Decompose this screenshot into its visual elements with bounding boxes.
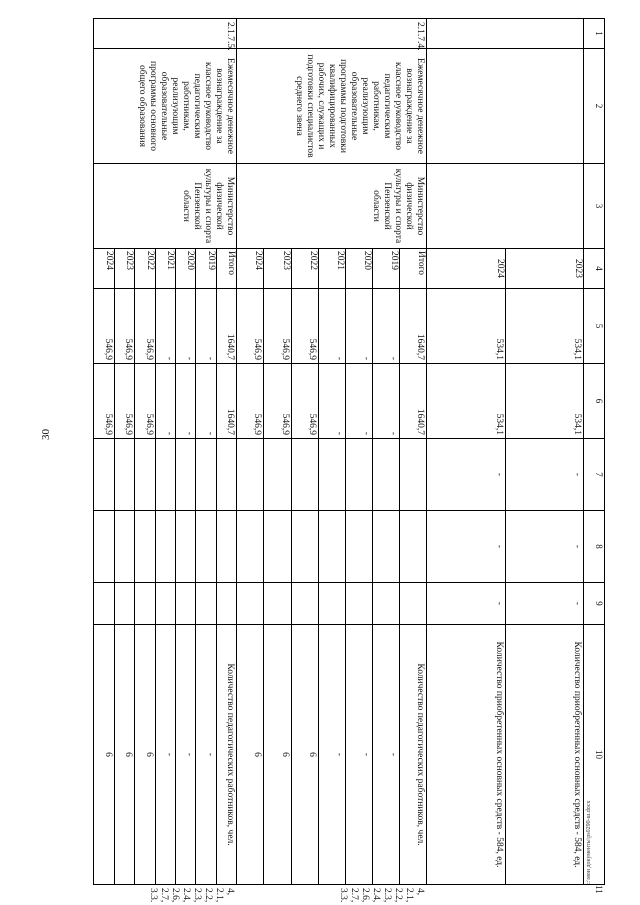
year-cell: 2022 bbox=[135, 249, 155, 289]
value-cell: - bbox=[176, 289, 196, 364]
value-cell bbox=[291, 511, 318, 583]
value-cell: - bbox=[426, 583, 505, 625]
value-cell: - bbox=[155, 364, 175, 439]
col-header: 6 bbox=[584, 364, 605, 439]
cell-empty bbox=[426, 19, 583, 49]
item-code: 2.1.7.4. bbox=[237, 19, 427, 49]
value-cell bbox=[372, 511, 399, 583]
value-cell bbox=[94, 439, 115, 511]
value-cell bbox=[264, 583, 291, 625]
value-cell: 546,9 bbox=[135, 364, 155, 439]
indicator-value-cell: - bbox=[176, 625, 196, 885]
value-cell: - bbox=[372, 289, 399, 364]
value-cell bbox=[216, 583, 236, 625]
value-cell: - bbox=[505, 583, 584, 625]
value-cell bbox=[135, 439, 155, 511]
value-cell bbox=[114, 583, 134, 625]
item-name: Ежемесячное денежное вознаграждение за классное руководство педагогическим работникам, реализующим образовательные программы подготовки квалифицированных рабочих, служащих и подготовки специалистов среднего звена bbox=[237, 49, 427, 164]
value-cell bbox=[176, 511, 196, 583]
value-cell: - bbox=[345, 364, 372, 439]
value-cell: - bbox=[196, 289, 216, 364]
value-cell bbox=[345, 511, 372, 583]
indicator-value-cell: 6 bbox=[237, 625, 264, 885]
value-cell: 546,9 bbox=[264, 289, 291, 364]
value-cell bbox=[399, 439, 426, 511]
indicator-value-cell: - bbox=[196, 625, 216, 885]
item-code: 2.1.7.5. bbox=[94, 19, 237, 49]
year-cell: 2020 bbox=[345, 249, 372, 289]
value-cell: 546,9 bbox=[94, 289, 115, 364]
year-cell: 2019 bbox=[196, 249, 216, 289]
value-cell bbox=[196, 583, 216, 625]
indicator-cell: Количество приобретенных основных средств - 584, ед. bbox=[426, 625, 505, 885]
value-cell bbox=[237, 439, 264, 511]
year-cell: Итого bbox=[216, 249, 236, 289]
value-cell: 546,9 bbox=[237, 289, 264, 364]
column-number-row: 1 2 3 4 5 6 7 8 9 10 11 bbox=[584, 19, 605, 885]
value-cell: 534,1 bbox=[426, 289, 505, 364]
indicator-cell: Количество педагогических работников, чел. bbox=[399, 625, 426, 885]
indicator-value-cell: 6 bbox=[291, 625, 318, 885]
value-cell bbox=[372, 439, 399, 511]
value-cell: 1640,7 bbox=[216, 289, 236, 364]
value-cell: 534,1 bbox=[505, 289, 584, 364]
year-cell: 2019 bbox=[372, 249, 399, 289]
item-name: Ежемесячное денежное вознаграждение за классное руководство педагогическим работникам, реализующим образовательные программы основного общего образования bbox=[94, 49, 237, 164]
program-table bbox=[93, 18, 605, 903]
value-cell: 546,9 bbox=[291, 364, 318, 439]
value-cell bbox=[155, 439, 175, 511]
value-cell bbox=[216, 439, 236, 511]
value-cell bbox=[114, 439, 134, 511]
value-cell: 546,9 bbox=[114, 364, 134, 439]
indicator-value-cell: 6 bbox=[264, 625, 291, 885]
value-cell: 1640,7 bbox=[399, 289, 426, 364]
value-cell: 546,9 bbox=[264, 364, 291, 439]
value-cell bbox=[399, 511, 426, 583]
value-cell: 1640,7 bbox=[216, 364, 236, 439]
col-header: 9 bbox=[584, 583, 605, 625]
col-header: 7 bbox=[584, 439, 605, 511]
indicator-value-cell: 6 bbox=[94, 625, 115, 885]
value-cell bbox=[237, 511, 264, 583]
value-cell: 546,9 bbox=[94, 364, 115, 439]
value-cell bbox=[135, 511, 155, 583]
value-cell bbox=[345, 439, 372, 511]
value-cell: 534,1 bbox=[505, 364, 584, 439]
value-cell: - bbox=[155, 289, 175, 364]
data-row: 2.1.7.5. Ежемесячное денежное вознаграждение за классное руководство педагогическим работникам, реализующим образовательные программы основного общего образования Министерство физической культуры и спорта Пензенской области Итого 1640,7 1640,7 Количество педагогических работников, чел. 4, 2.1, 2.2, 2.3, 2.4, 2.6, 2.7, 3.3. bbox=[216, 19, 236, 885]
col-header: 5 bbox=[584, 289, 605, 364]
year-cell: 2023 bbox=[505, 249, 584, 289]
year-cell: 2024 bbox=[94, 249, 115, 289]
col-header: 10 bbox=[584, 625, 605, 885]
value-cell: - bbox=[345, 289, 372, 364]
year-cell: 2021 bbox=[318, 249, 345, 289]
value-cell bbox=[94, 511, 115, 583]
cell-empty bbox=[426, 49, 583, 164]
value-cell bbox=[216, 511, 236, 583]
value-cell: - bbox=[505, 511, 584, 583]
value-cell bbox=[155, 511, 175, 583]
value-cell bbox=[291, 439, 318, 511]
col-header: 3 bbox=[584, 164, 605, 249]
col-header: 8 bbox=[584, 511, 605, 583]
value-cell bbox=[176, 583, 196, 625]
value-cell bbox=[318, 583, 345, 625]
value-cell bbox=[291, 583, 318, 625]
value-cell bbox=[345, 583, 372, 625]
value-cell: 546,9 bbox=[114, 289, 134, 364]
value-cell: 1640,7 bbox=[399, 364, 426, 439]
executor-cell: Министерство физической культуры и спорта Пензенской области bbox=[94, 164, 237, 249]
value-cell: - bbox=[372, 364, 399, 439]
value-cell bbox=[135, 583, 155, 625]
value-cell bbox=[237, 583, 264, 625]
indicator-value-cell: - bbox=[155, 625, 175, 885]
value-cell: 546,9 bbox=[237, 364, 264, 439]
col-header: 1 bbox=[584, 19, 605, 49]
value-cell bbox=[176, 439, 196, 511]
value-cell: - bbox=[426, 511, 505, 583]
year-cell: 2021 bbox=[155, 249, 175, 289]
year-cell: 2020 bbox=[176, 249, 196, 289]
value-cell bbox=[264, 511, 291, 583]
executor-cell: Министерство физической культуры и спорта Пензенской области bbox=[237, 164, 427, 249]
value-cell bbox=[399, 583, 426, 625]
col-header: 2 bbox=[584, 49, 605, 164]
value-cell bbox=[318, 511, 345, 583]
indicator-value-cell: 6 bbox=[114, 625, 134, 885]
value-cell: - bbox=[196, 364, 216, 439]
value-cell: - bbox=[318, 289, 345, 364]
value-cell bbox=[155, 583, 175, 625]
year-cell: 2023 bbox=[114, 249, 134, 289]
value-cell bbox=[264, 439, 291, 511]
rotated-table-container bbox=[93, 18, 605, 903]
indicator-value-cell: - bbox=[345, 625, 372, 885]
year-cell: 2023 bbox=[264, 249, 291, 289]
carryover-row bbox=[505, 19, 584, 885]
value-cell bbox=[196, 511, 216, 583]
data-row: 2.1.7.4. Ежемесячное денежное вознаграждение за классное руководство педагогическим работникам, реализующим образовательные программы подготовки квалифицированных рабочих, служащих и подготовки специалистов среднего звена Министерство физической культуры и спорта Пензенской области Итого 1640,7 1640,7 Количество педагогических работников, чел. 4, 2.1, 2.2, 2.3, 2.4, 2.6, 2.7, 3.3. bbox=[399, 19, 426, 885]
value-cell: 546,9 bbox=[291, 289, 318, 364]
value-cell bbox=[318, 439, 345, 511]
indicator-value-cell: 6 bbox=[135, 625, 155, 885]
indicator-cell: Количество педагогических работников, чел. bbox=[216, 625, 236, 885]
value-cell: - bbox=[176, 364, 196, 439]
page-number: 30 bbox=[40, 429, 52, 440]
indicator-value-cell: - bbox=[372, 625, 399, 885]
indicator-cell: Количество приобретенных основных средств - 584, ед. bbox=[505, 625, 584, 885]
value-cell bbox=[196, 439, 216, 511]
year-cell: 2024 bbox=[237, 249, 264, 289]
value-cell bbox=[114, 511, 134, 583]
footer-file-path: c:\мои документы\ps0290-ш.docx bbox=[586, 800, 592, 885]
year-cell: 2022 bbox=[291, 249, 318, 289]
col-header: 4 bbox=[584, 249, 605, 289]
value-cell bbox=[372, 583, 399, 625]
value-cell: - bbox=[318, 364, 345, 439]
value-cell: 546,9 bbox=[135, 289, 155, 364]
year-cell: 2024 bbox=[426, 249, 505, 289]
indicator-value-cell: - bbox=[318, 625, 345, 885]
value-cell: - bbox=[505, 439, 584, 511]
value-cell: - bbox=[426, 439, 505, 511]
year-cell: Итого bbox=[399, 249, 426, 289]
value-cell: 534,1 bbox=[426, 364, 505, 439]
cell-empty bbox=[426, 164, 583, 249]
value-cell bbox=[94, 583, 115, 625]
